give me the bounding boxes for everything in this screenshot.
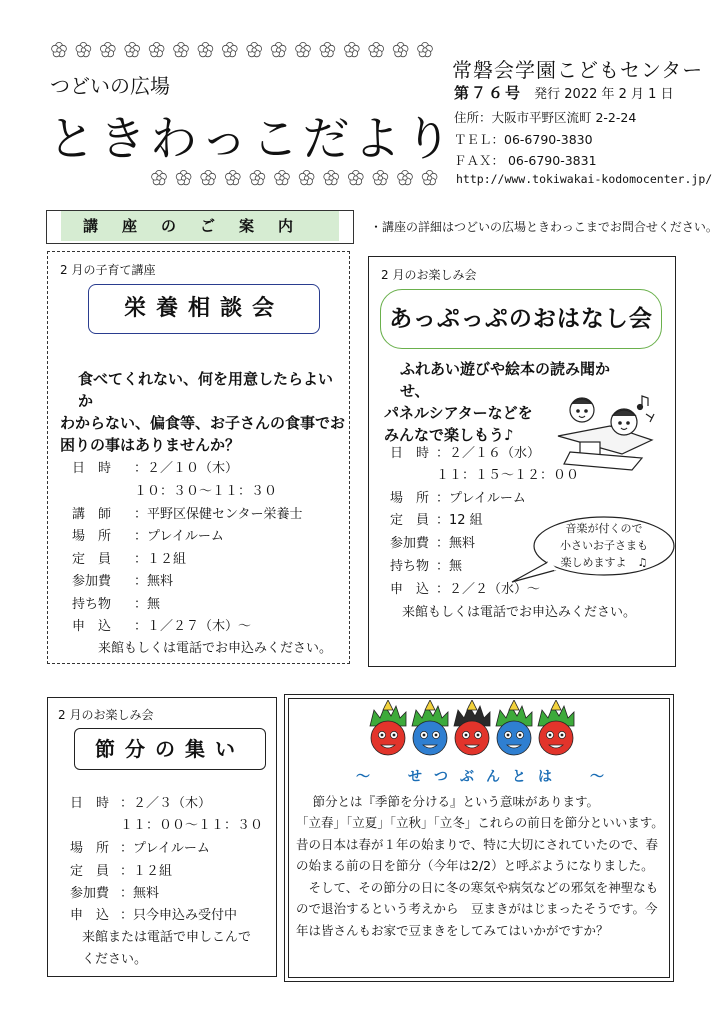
detail-row <box>390 509 483 528</box>
detail-value: ：無 <box>436 559 463 574</box>
detail-row <box>390 601 636 620</box>
detail-row <box>72 503 302 522</box>
flower-icon <box>201 170 216 184</box>
flower-icon <box>369 42 384 56</box>
body-line: ので退治するという考えから 豆まきがはじまったそうです。今 <box>296 901 658 916</box>
detail-label: 日 時 <box>390 446 430 461</box>
flower-icon <box>348 170 363 184</box>
organization-name: 常磐会学園こどもセンター <box>452 58 704 82</box>
flower-border-top <box>50 40 440 60</box>
detail-value: ：２／１０（木） <box>134 461 239 476</box>
flower-icon <box>225 170 240 184</box>
detail-label: 参加費 <box>72 574 112 589</box>
body-line: 「立春」「立夏」「立秋」「立冬」これらの前日を節分といいます。 <box>296 815 664 830</box>
flower-icon <box>76 42 91 56</box>
detail-row <box>70 860 172 879</box>
course-intro-line: 困りの事はありませんか？ <box>60 436 241 454</box>
flower-icon <box>271 42 286 56</box>
storytime-intro-line: みんなで楽しもう♪ <box>384 426 514 444</box>
body-line: 年は皆さんもお家で豆まきをしてみてはいかがですか？ <box>296 923 609 938</box>
detail-row <box>70 837 210 856</box>
detail-row <box>390 532 475 551</box>
detail-label: 場 所 <box>72 529 112 544</box>
detail-row <box>72 637 332 656</box>
address: 住所：大阪市平野区流町 2-2-24 <box>454 110 637 125</box>
banner-note: ・講座の詳細はつどいの広場ときわっこまでお問合せください。 <box>370 220 718 234</box>
detail-label: 申 込 <box>72 619 112 634</box>
section-banner <box>46 210 354 244</box>
detail-value: ：２／２（水）～ <box>436 582 541 597</box>
flower-icon <box>324 170 339 184</box>
detail-value: ください。 <box>82 952 148 967</box>
course-intro-line: わからない、偏食等、お子さんの食事でお <box>60 414 346 432</box>
website-url[interactable]: http://www.tokiwakai-kodomocenter.jp/ <box>456 172 713 186</box>
detail-row <box>72 548 186 567</box>
course-intro-line: 食べてくれない、何を用意したらよいか <box>78 370 334 410</box>
detail-row <box>72 457 238 476</box>
setsubun-section-label: 2 月のお楽しみ会 <box>58 708 154 722</box>
detail-value: ：無料 <box>120 886 160 901</box>
detail-label: 定 員 <box>390 513 430 528</box>
detail-value: ：プレイルーム <box>120 841 210 856</box>
body-line: そして、その節分の日に冬の寒気や病気などの邪気を神聖なも <box>296 880 659 895</box>
issue-number: 第７６号 <box>454 84 523 102</box>
bubble-line: 小さいお子さまも <box>560 539 648 552</box>
detail-row <box>72 615 251 634</box>
detail-value: １１：１５～１２：００ <box>436 468 580 483</box>
detail-label: 定 員 <box>72 552 112 567</box>
detail-value: ：プレイルーム <box>436 491 526 506</box>
detail-row <box>70 926 251 945</box>
flower-icon <box>373 170 388 184</box>
detail-value: ：12 組 <box>436 513 483 528</box>
oni-mask-icon <box>454 700 490 755</box>
setsubun-heading: ～ せつぶんとは ～ <box>356 769 616 785</box>
detail-row <box>70 814 263 833</box>
detail-label: 参加費 <box>70 886 110 901</box>
body-line: 昔の日本は春が１年の始まりで、特に大切にされていたので、春 <box>296 837 659 852</box>
flower-icon <box>398 170 413 184</box>
detail-row <box>72 480 277 499</box>
detail-value: 来館または電話で申しこんで <box>82 930 252 945</box>
detail-value: １０：３０～１１：３０ <box>134 484 278 499</box>
oni-mask-icon <box>412 700 448 755</box>
setsubun-event-title: 節分の集い <box>74 728 266 770</box>
flower-icon <box>100 42 115 56</box>
storytime-intro-line: パネルシアターなどを <box>384 404 533 422</box>
course-section-label: 2 月の子育て講座 <box>60 263 156 277</box>
flower-icon <box>52 42 67 56</box>
flower-border-bottom <box>150 168 450 188</box>
detail-value: ：平野区保健センター栄養士 <box>134 507 303 522</box>
storytime-section-label: 2 月のお楽しみ会 <box>381 268 477 282</box>
flower-icon <box>174 42 189 56</box>
flower-icon <box>393 42 408 56</box>
detail-row <box>390 464 579 483</box>
detail-label: 場 所 <box>390 491 430 506</box>
detail-label: 参加費 <box>390 536 430 551</box>
detail-value: ：２／１６（水） <box>436 446 541 461</box>
flower-icon <box>275 170 290 184</box>
flower-icon <box>125 42 140 56</box>
speech-bubble-text <box>542 520 666 571</box>
course-intro <box>60 368 345 456</box>
detail-label: 日 時 <box>72 461 112 476</box>
flower-icon <box>250 170 265 184</box>
detail-row <box>72 593 160 612</box>
detail-value: 来館もしくは電話でお申込みください。 <box>402 605 637 620</box>
fax: ＦＡＸ： 06-6790-3831 <box>454 153 597 168</box>
detail-value: ：１／２７（木）～ <box>134 619 252 634</box>
detail-label: 定 員 <box>70 864 110 879</box>
detail-value: 来館もしくは電話でお申込みください。 <box>98 641 333 656</box>
detail-label: 場 所 <box>70 841 110 856</box>
oni-mask-icon <box>496 700 532 755</box>
flower-icon <box>176 170 191 184</box>
bubble-line: 楽しめますよ ♫ <box>560 556 648 569</box>
storytime-title: あっぷっぷのおはなし会 <box>380 289 662 349</box>
detail-value: １１：００～１１：３０ <box>120 818 264 833</box>
flower-icon <box>299 170 314 184</box>
detail-row <box>72 525 224 544</box>
detail-label: 講 師 <box>72 507 112 522</box>
oni-masks-illustration <box>368 700 588 760</box>
course-box <box>47 251 350 664</box>
flower-icon <box>247 42 262 56</box>
body-line: 節分とは『季節を分ける』という意味があります。 <box>300 794 600 809</box>
detail-label: 持ち物 <box>72 597 112 612</box>
flower-icon <box>222 42 237 56</box>
flower-icon <box>149 42 164 56</box>
detail-value: ：２／３（木） <box>120 796 212 811</box>
detail-value: ：１２組 <box>120 864 173 879</box>
detail-row <box>70 904 237 923</box>
course-title: 栄養相談会 <box>88 284 320 334</box>
detail-label: 申 込 <box>390 582 430 597</box>
bubble-line: 音楽が付くので <box>565 522 643 535</box>
flower-icon <box>422 170 437 184</box>
detail-row <box>70 882 159 901</box>
flower-icon <box>296 42 311 56</box>
detail-row <box>70 948 147 967</box>
detail-value: ：無料 <box>436 536 476 551</box>
detail-row <box>390 487 526 506</box>
flower-icon <box>152 170 167 184</box>
detail-row <box>390 442 540 461</box>
detail-label: 日 時 <box>70 796 110 811</box>
tel: ＴＥＬ：06-6790-3830 <box>454 132 593 147</box>
detail-value: ：只今申込み受付中 <box>120 908 238 923</box>
flower-icon <box>198 42 213 56</box>
detail-row <box>70 792 211 811</box>
storytime-intro-line: ふれあい遊びや絵本の読み聞かせ、 <box>400 360 611 400</box>
detail-value: ：プレイルーム <box>134 529 224 544</box>
flower-icon <box>344 42 359 56</box>
oni-mask-icon <box>370 700 406 755</box>
setsubun-event-box <box>47 697 277 977</box>
detail-value: ：無料 <box>134 574 174 589</box>
issue-line <box>454 82 674 103</box>
detail-label: 持ち物 <box>390 559 430 574</box>
body-line: の始まる前の日を節分（今年は2/2）と呼ぶようになりました。 <box>296 858 654 873</box>
detail-value: ：無 <box>134 597 161 612</box>
banner-label: 講座のご案内 <box>61 211 339 241</box>
detail-row <box>72 570 173 589</box>
oni-mask-icon <box>538 700 574 755</box>
issue-date: 発行 2022 年 2 月 1 日 <box>534 87 674 102</box>
detail-value: ：１２組 <box>134 552 187 567</box>
masthead-subtitle: つどいの広場 <box>50 74 170 98</box>
detail-row <box>390 555 462 574</box>
masthead-title: ときわっこだより <box>48 112 456 167</box>
flower-icon <box>320 42 335 56</box>
flower-icon <box>418 42 433 56</box>
detail-label: 申 込 <box>70 908 110 923</box>
